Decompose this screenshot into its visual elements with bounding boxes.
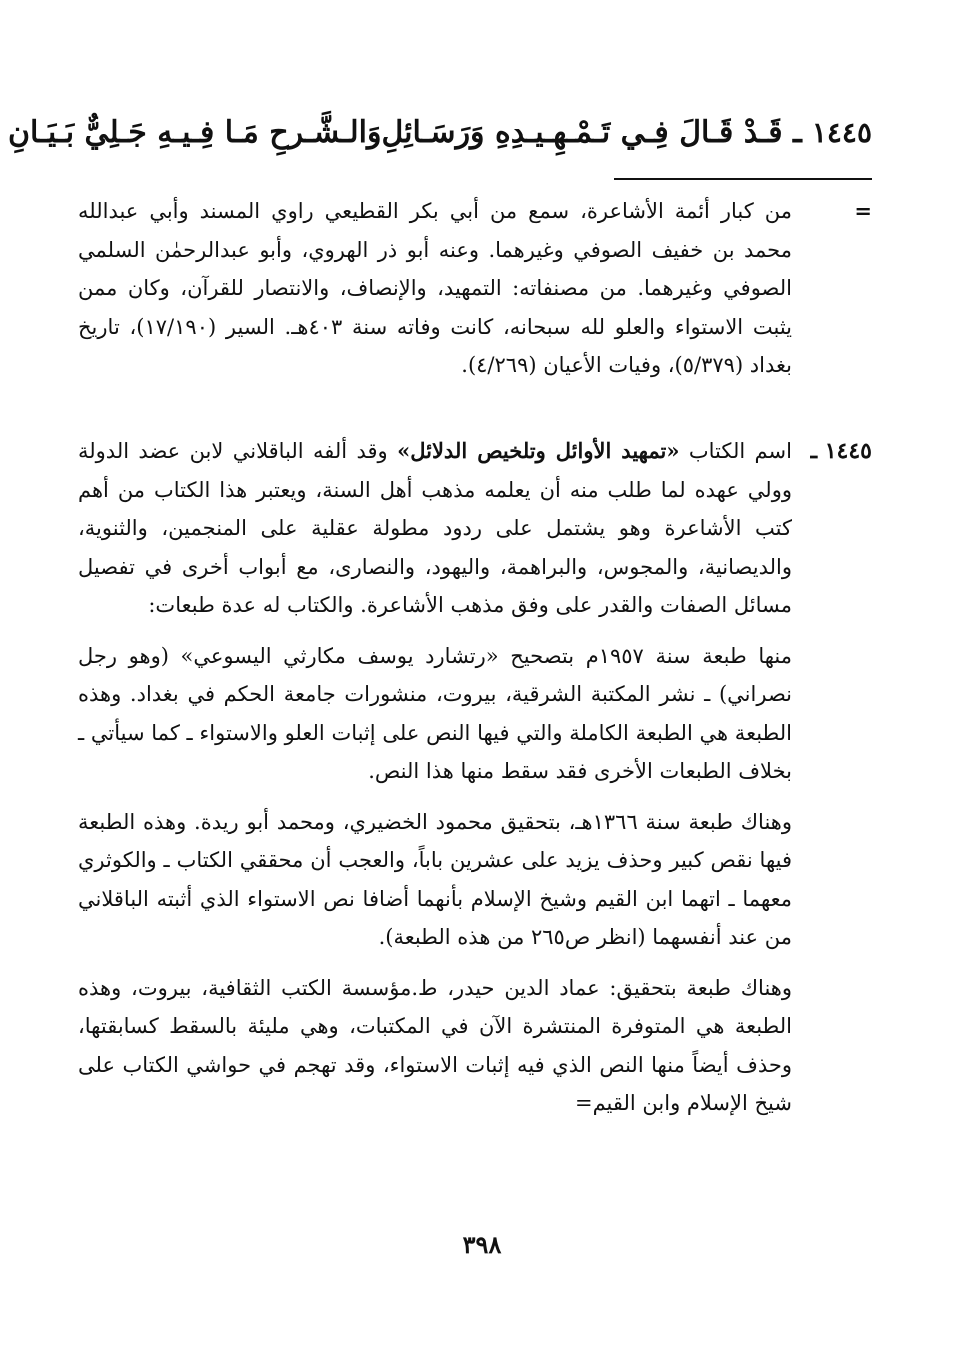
footnote-separator <box>614 178 872 180</box>
paragraph-1-text: وقد ألفه الباقلاني لابن عضد الدولة وولي عهده لما طلب منه أن يعلمه مذهب أهل السنة، ويعتبر هذا الكتاب من أهم كتب الأشاعرة وهو يشتمل على ردود مطولة عقلية على المنجمين، والثنوية، والديصانية، والمجوس، والبراهمة، واليهود، والنصارى، مع أبواب أخرى في تفصيل مسائل الصفات والقدر على وفق مذهب الأشاعرة. والكتاب له عدة طبعات: <box>78 439 792 617</box>
footnote-paragraph-3: وهناك طبعة سنة ١٣٦٦هـ، بتحقيق محمود الخضيري، ومحمد أبو ريدة. وهذه الطبعة فيها نقص كبير وحذف يزيد على عشرين باباً، والعجب أن محققي الكتاب ـ والكوثري معهما ـ اتهما ابن القيم وشيخ الإسلام بأنهما أضافا نص الاستواء الذي أثبته الباقلاني من عند أنفسهما (انظر ص٢٦٥ من هذه الطبعة). <box>78 809 793 949</box>
verse-first-half <box>381 115 872 150</box>
footnote-paragraph-2: منها طبعة سنة ١٩٥٧م بتصحيح «رتشارد يوسف مكارثي اليسوعي» (وهو رجل نصراني) ـ نشر المكتبة الشرقية، بيروت، منشورات جامعة الحكم في بغداد. وهذه الطبعة هي الطبعة الكاملة والتي فيها النص على إثبات العلو والاستواء ـ كما سيأتي ـ بخلاف الطبعات الأخرى فقد سقط منها هذا النص. <box>78 643 792 783</box>
footnote-paragraph-1 <box>78 432 792 625</box>
page-number: ٣٩٨ <box>462 1230 502 1259</box>
verse-number: ١٤٤٥ <box>811 115 872 149</box>
intro-text: اسم الكتاب <box>688 439 792 463</box>
footnote-number: ١٤٤٥ ـ <box>810 438 872 464</box>
verse-first-hemistich: ـ قَـدْ قَـالَ فِـي تَـمْـهِـيـدِهِ وَرَسَـائِلِ <box>381 114 802 150</box>
footnote-continuation <box>78 192 872 385</box>
book-title: «تمهيد الأوائل وتلخيص الدلائل» <box>397 438 680 463</box>
verse-second-hemistich: وَالـشَّـرحِ مَـا فِـيـهِ جَـلِيٌّ بَـيَـانِ <box>7 114 382 150</box>
poem-verse <box>7 108 872 156</box>
footnote-1445 <box>78 432 872 1135</box>
footnote-continuation-text: من كبار أئمة الأشاعرة، سمع من أبي بكر القطيعي راوي المسند وأبي عبدالله محمد بن خفيف الصوفي وغيرهما. وعنه أبو ذر الهروي، وأبو عبدالرحمٰن السلمي الصوفي وغيرهما. من مصنفاته: التمهيد، والإنصاف، والانتصار للقرآن، وكان ممن يثبت الاستواء والعلو لله سبحانه، كانت وفاته سنة ٤٠٣هـ. السير (١٧/١٩٠)، تاريخ بغداد (٥/٣٧٩)، وفيات الأعيان (٤/٢٦٩). <box>78 199 792 377</box>
continuation-marker: = <box>854 198 872 223</box>
footnote-paragraph-4: وهناك طبعة بتحقيق: عماد الدين حيدر، ط.مؤسسة الكتب الثقافية، بيروت، وهذه الطبعة هي المتوفرة المنتشرة الآن في المكتبات، وهي مليئة بالسقط كسابقتها، وحذف أيضاً منها النص الذي فيه إثبات الاستواء، وقد تهجم في حواشي الكتاب على شيخ الإسلام وابن القيم= <box>78 975 792 1115</box>
